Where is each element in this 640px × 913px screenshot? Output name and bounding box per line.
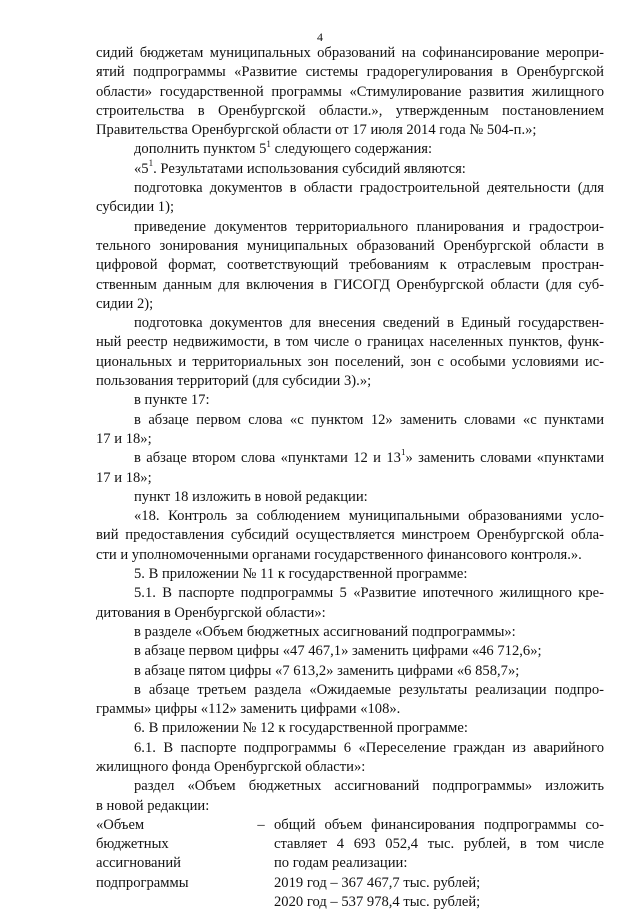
text-line: пункт 18 изложить в новой редакции: [134, 488, 368, 505]
text-line: граммы» цифры «112» заменить цифрами «108». [96, 701, 401, 718]
table-label-line: «Объем [96, 816, 145, 833]
text-line: цифровой формат, соответствующий требованиям к отраслевым простран- [96, 257, 604, 274]
text-line: ный реестр недвижимости, в том числе о границах населенных пунктов, функ- [96, 334, 604, 351]
text-line: «18. Контроль за соблюдением муниципальными образованиями усло- [134, 508, 604, 525]
table-value-line: ставляет 4 693 052,4 тыс. рублей, в том числе [274, 836, 604, 853]
text-fragment: дополнить пунктом 5 [134, 141, 267, 158]
text-line: тельного зонирования муниципальных образований Оренбургской области в [96, 237, 604, 254]
table-value-column [274, 816, 604, 912]
text-line: в абзаце первом слова «с пунктом 12» заменить словами «с пунктами [134, 411, 604, 428]
text-line: циональных и территориальных зон поселений, зон с особыми условиями ис- [96, 353, 604, 370]
text-line [96, 157, 604, 179]
text-fragment: «5 [134, 160, 149, 177]
text-line: 5. В приложении № 11 к государственной программе: [134, 566, 468, 583]
table-value-line: по годам реализации: [274, 855, 408, 872]
text-line: ственным данным для включения в ГИСОГД Оренбургской области (для суб- [96, 276, 604, 293]
text-line: сти и уполномоченными органами государственного финансового контроля.». [96, 546, 582, 563]
text-line [96, 449, 604, 468]
text-line: в абзаце третьем раздела «Ожидаемые результаты реализации подпро- [134, 681, 604, 698]
text-line: сидии 2); [96, 295, 154, 312]
text-line: 6. В приложении № 12 к государственной программе: [134, 720, 468, 737]
table-label-line: ассигнований [96, 855, 181, 872]
text-line: подготовка документов для внесения сведений в Единый государствен- [134, 315, 604, 332]
page-number: 4 [317, 30, 323, 44]
text-line: 6.1. В паспорте подпрограммы 6 «Переселение граждан из аварийного [134, 739, 604, 756]
table-label-column [96, 816, 236, 893]
table-label-line: подпрограммы [96, 874, 189, 891]
text-line: ятий подпрограммы «Развитие системы градорегулирования в Оренбургской [96, 64, 604, 81]
text-line: в новой редакции: [96, 797, 210, 814]
text-line [96, 140, 604, 159]
table-value-line: общий объем финансирования подпрограммы со- [274, 816, 604, 833]
text-line: пользования территорий (для субсидии 3).»; [96, 373, 372, 390]
text-line: приведение документов территориального планирования и градострои- [134, 218, 604, 235]
text-fragment: следующего содержания: [270, 141, 433, 158]
text-line: субсидии 1); [96, 199, 175, 216]
superscript: 1 [266, 138, 271, 149]
text-line: 5.1. В паспорте подпрограммы 5 «Развитие ипотечного жилищного кре- [134, 585, 604, 602]
text-line: подготовка документов в области градостроительной деятельности (для [134, 180, 604, 197]
text-line: Правительства Оренбургской области от 17 июля 2014 года № 504-п.»; [96, 122, 537, 139]
budget-table [96, 816, 604, 913]
table-value-line: 2019 год – 367 467,7 тыс. рублей; [274, 874, 481, 891]
text-line: 17 и 18»; [96, 430, 152, 447]
superscript: 1 [148, 157, 154, 168]
text-line: раздел «Объем бюджетных ассигнований подпрограммы» изложить [134, 778, 604, 795]
document-body [96, 44, 604, 913]
table-label-line: бюджетных [96, 836, 169, 853]
text-line: дитования в Оренбургской области»: [96, 604, 326, 621]
text-fragment: в абзаце втором слова «пунктами 12 и 13 [134, 450, 401, 467]
text-line: в пункте 17: [134, 392, 210, 409]
text-line: строительства в Оренбургской области.», утвержденным постановлением [96, 102, 604, 119]
text-line: 17 и 18»; [96, 469, 152, 486]
text-line: в абзаце пятом цифры «7 613,2» заменить цифрами «6 858,7»; [134, 662, 520, 679]
table-value-line: 2020 год – 537 978,4 тыс. рублей; [274, 894, 481, 911]
text-fragment: . Результатами использования субсидий являются: [153, 160, 466, 177]
text-line: вий предоставления субсидий осуществляется минстроем Оренбургской обла- [96, 527, 604, 544]
text-line: в разделе «Объем бюджетных ассигнований подпрограммы»: [134, 623, 516, 640]
table-dash: – [257, 816, 265, 833]
superscript: 1 [400, 449, 406, 458]
text-fragment: » заменить словами «пунктами [405, 450, 604, 467]
text-line: в абзаце первом цифры «47 467,1» заменить цифрами «46 712,6»; [134, 643, 542, 660]
text-line: жилищного фонда Оренбургской области»: [96, 758, 366, 775]
text-line: сидий бюджетам муниципальных образований на софинансирование меропри- [96, 45, 604, 61]
text-line: области» государственной программы «Стимулирование развития жилищного [96, 83, 604, 100]
